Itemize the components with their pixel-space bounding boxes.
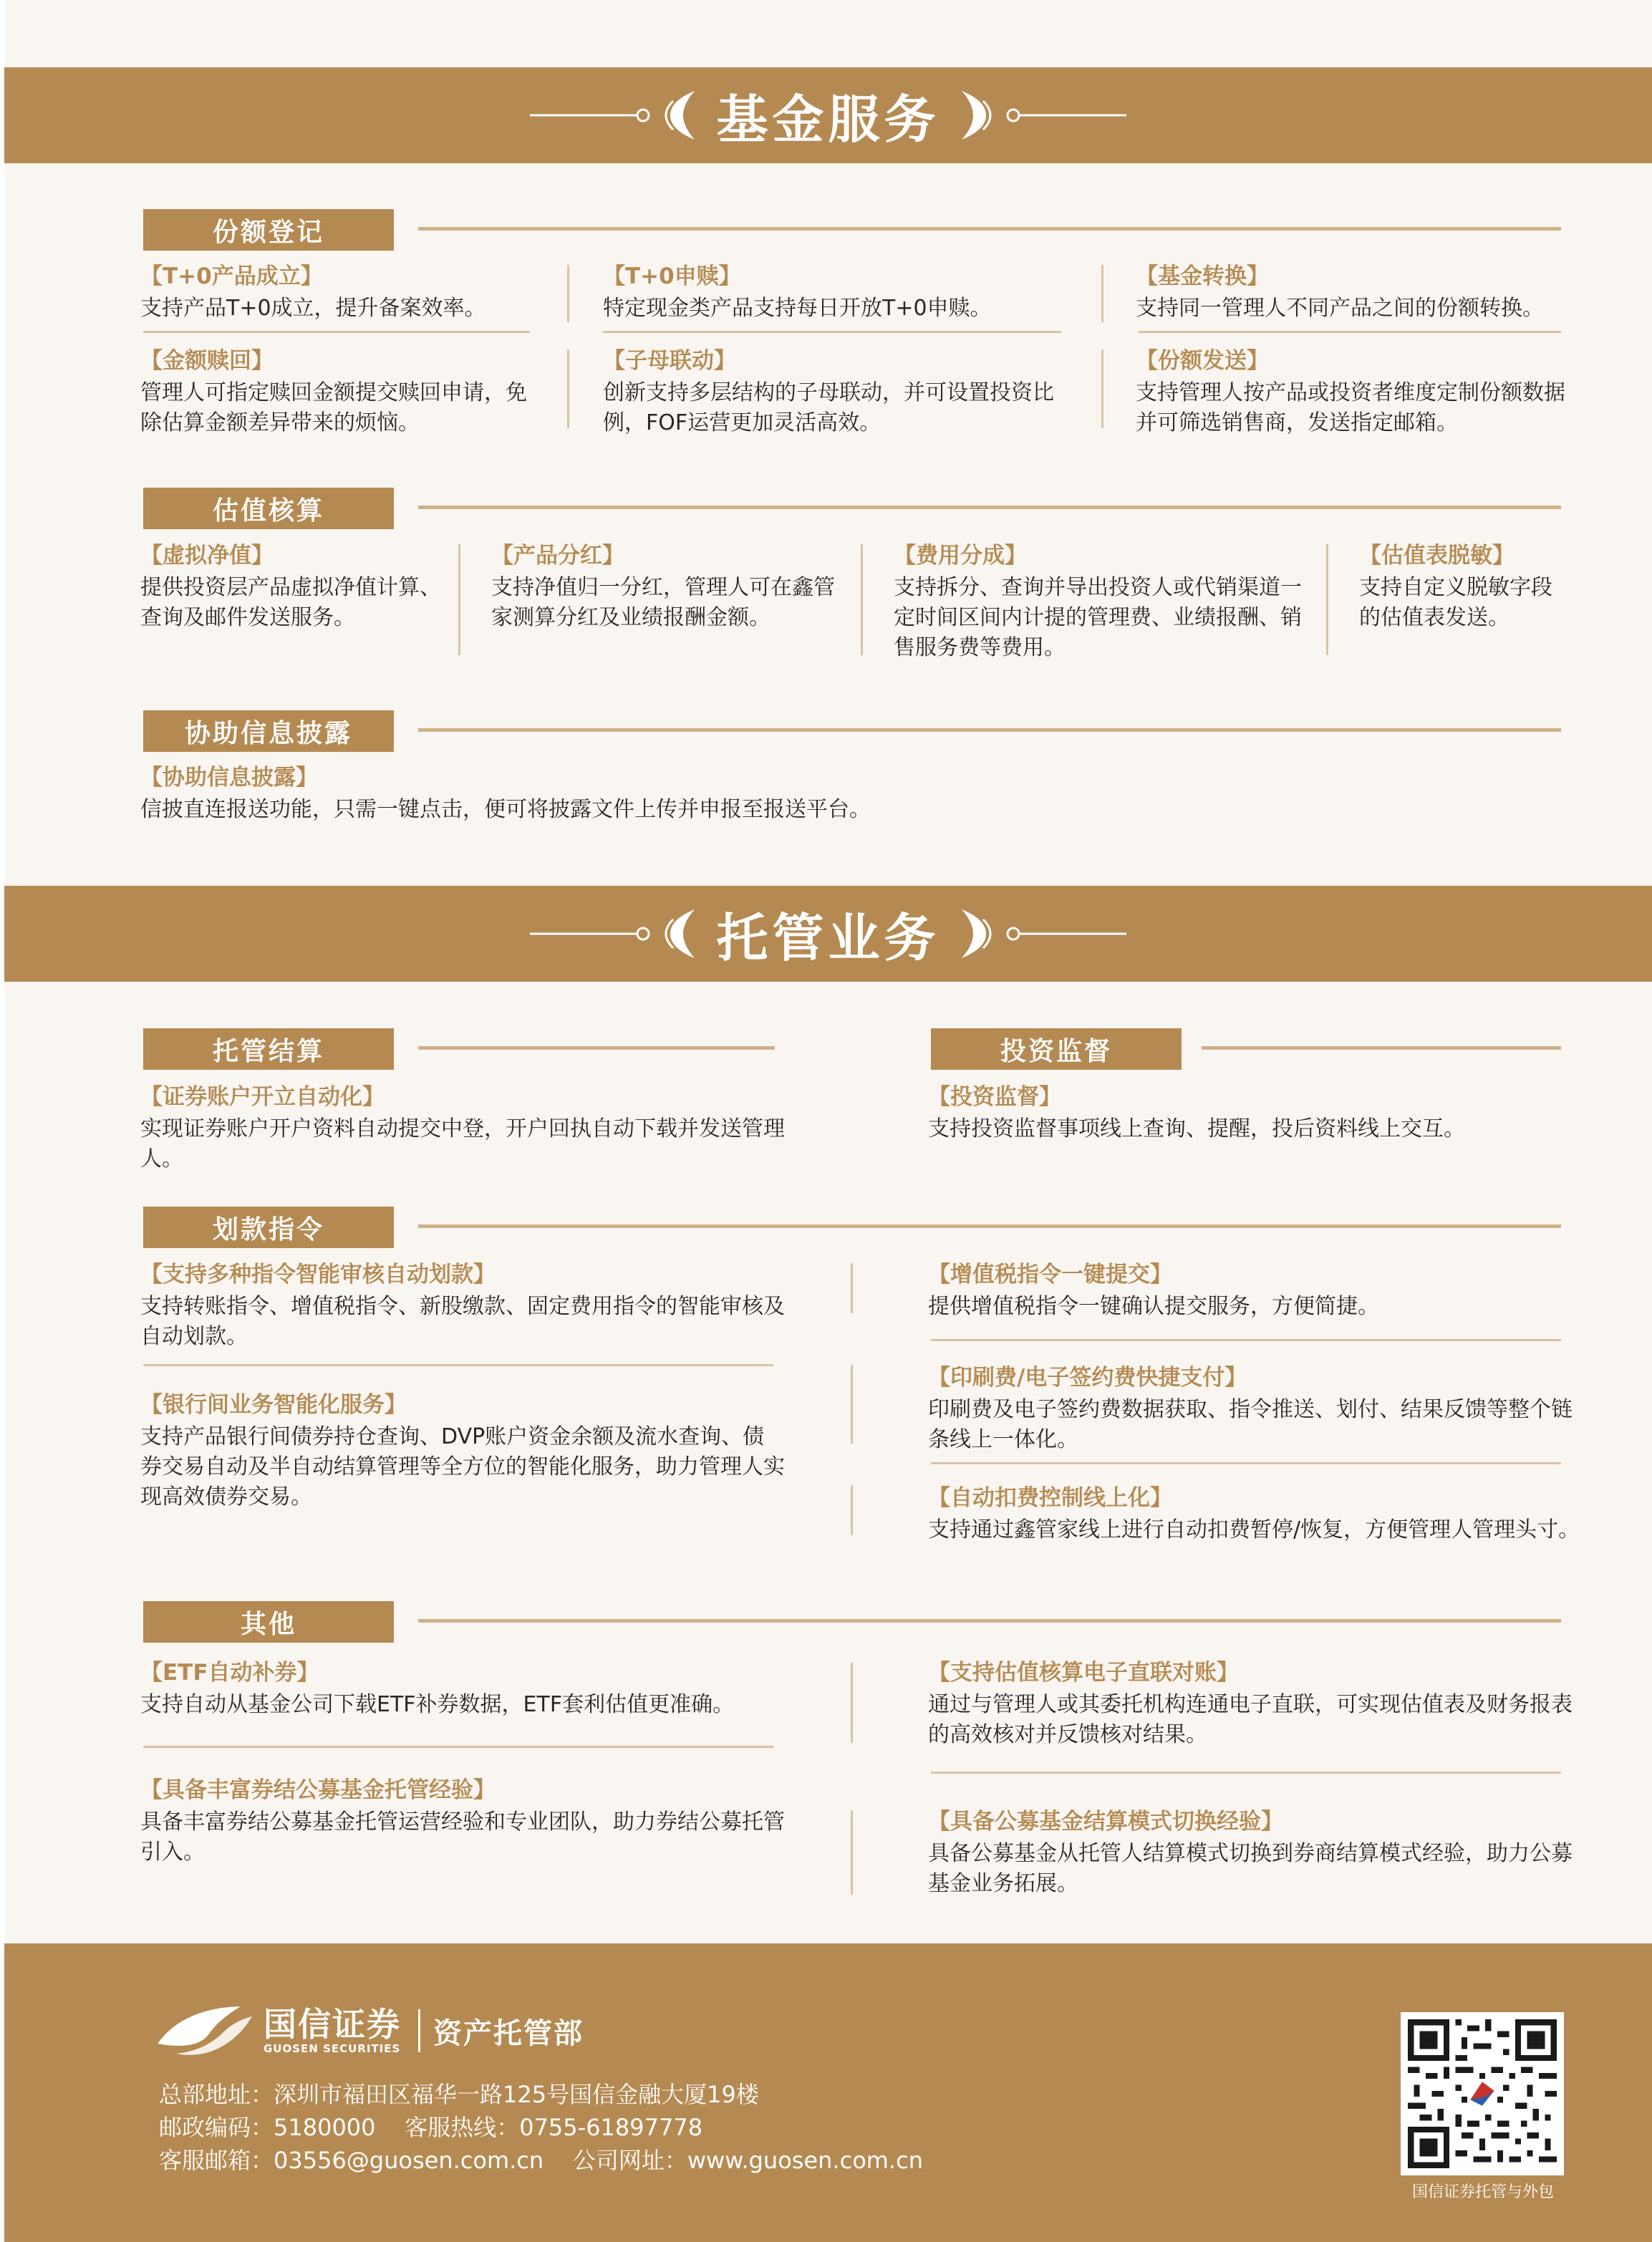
item-desc: 支持产品银行间债券持仓查询、DVP账户资金余额及流水查询、债券交易自动及半自动结算管理等全方位的智能化服务，助力管理人实现高效债券交易。 xyxy=(140,1424,785,1509)
item-securities-settlement-custody xyxy=(140,1776,785,1867)
item-title: 【T+0产品成立】 xyxy=(140,264,323,289)
section-divider xyxy=(1202,1046,1561,1050)
section-tag-transfer-instruction: 划款指令 xyxy=(143,1207,394,1248)
item-title: 【银行间业务智能化服务】 xyxy=(140,1392,407,1418)
qr-code-icon xyxy=(1401,2012,1564,2175)
item-desc: 提供投资层产品虚拟净值计算、查询及邮件发送服务。 xyxy=(140,575,441,630)
section-divider xyxy=(418,728,1561,732)
item-desc: 实现证券账户开户资料自动提交中登，开户回执自动下载并发送管理人。 xyxy=(140,1116,785,1171)
item-interbank-smart-service xyxy=(140,1391,785,1512)
section-divider xyxy=(418,1619,1561,1623)
item-parent-child-linkage xyxy=(603,347,1068,438)
item-title: 【虚拟净值】 xyxy=(140,543,274,569)
item-desc: 具备丰富券结公募基金托管运营经验和专业团队，助力券结公募托管引入。 xyxy=(140,1809,785,1865)
banner-title: 基金服务 xyxy=(716,90,940,150)
item-desc: 创新支持多层结构的子母联动，并可设置投资比例，FOF运营更加灵活高效。 xyxy=(603,380,1054,435)
item-fund-conversion xyxy=(1136,262,1565,324)
column-divider xyxy=(1101,265,1103,322)
logo-name-en: GUOSEN SECURITIES xyxy=(264,2042,401,2055)
item-title: 【支持多种指令智能审核自动划款】 xyxy=(140,1262,496,1287)
item-fee-sharing xyxy=(894,541,1302,663)
item-title: 【费用分成】 xyxy=(894,543,1027,569)
item-title: 【自动扣费控制线上化】 xyxy=(928,1485,1172,1511)
item-auto-fee-deduction xyxy=(928,1484,1601,1545)
item-title: 【增值税指令一键提交】 xyxy=(928,1262,1172,1287)
banner-title: 托管业务 xyxy=(716,908,940,968)
item-desc: 支持投资监督事项线上查询、提醒，投后资料线上交互。 xyxy=(928,1116,1465,1141)
column-divider xyxy=(851,1810,853,1895)
item-desc: 支持产品T+0成立，提升备案效率。 xyxy=(140,296,486,321)
item-vat-one-click xyxy=(928,1260,1573,1322)
item-etf-auto-supplement xyxy=(140,1658,785,1720)
section-tag-share-registration: 份额登记 xyxy=(143,209,394,251)
item-valuation-desensitize xyxy=(1359,541,1567,633)
item-desc: 提供增值税指令一键确认提交服务，方便简捷。 xyxy=(928,1294,1379,1319)
column-divider xyxy=(851,1365,853,1444)
section-divider xyxy=(418,506,1561,509)
section-divider xyxy=(418,1046,775,1050)
item-desc: 特定现金类产品支持每日开放T+0申赎。 xyxy=(603,296,992,321)
section-divider xyxy=(418,1224,1561,1228)
item-title: 【印刷费/电子签约费快捷支付】 xyxy=(928,1365,1247,1391)
item-title: 【T+0申赎】 xyxy=(603,264,741,289)
item-title: 【具备公募基金结算模式切换经验】 xyxy=(928,1809,1283,1835)
item-electronic-reconciliation xyxy=(928,1658,1573,1750)
item-smart-review-transfer xyxy=(140,1260,785,1352)
item-investment-supervision xyxy=(928,1083,1573,1144)
item-desc: 支持净值归一分红，管理人可在鑫管家测算分红及业绩报酬金额。 xyxy=(491,575,835,630)
column-divider xyxy=(567,265,569,322)
item-desc: 支持拆分、查询并导出投资人或代销渠道一定时间区间内计提的管理费、业绩报酬、销售服务费等费用。 xyxy=(894,575,1302,660)
item-t0-subscription xyxy=(603,262,1061,324)
item-title: 【产品分红】 xyxy=(491,543,624,569)
row-divider xyxy=(1139,331,1561,333)
column-divider xyxy=(861,544,863,655)
item-desc: 支持同一管理人不同产品之间的份额转换。 xyxy=(1136,296,1544,321)
item-t0-product-setup xyxy=(140,262,541,324)
item-desc: 支持通过鑫管家线上进行自动扣费暂停/恢复，方便管理人管理头寸。 xyxy=(928,1517,1580,1542)
item-desc: 支持转账指令、增值税指令、新股缴款、固定费用指令的智能审核及自动划款。 xyxy=(140,1294,785,1349)
section-tag-supervision: 投资监督 xyxy=(931,1028,1182,1070)
item-printing-fee-payment xyxy=(928,1363,1573,1455)
banner-ornament-left-icon xyxy=(530,905,702,962)
section-divider xyxy=(418,227,1561,231)
item-desc: 印刷费及电子签约费数据获取、指令推送、划付、结果反馈等整个链条线上一体化。 xyxy=(928,1397,1573,1452)
row-divider xyxy=(143,331,530,333)
column-divider xyxy=(458,544,460,655)
address-line: 总部地址：深圳市福田区福华一路125号国信金融大厦19楼 xyxy=(159,2081,759,2108)
company-logo xyxy=(155,2001,584,2061)
item-product-dividend xyxy=(491,541,842,633)
item-title: 【具备丰富券结公募基金托管经验】 xyxy=(140,1777,496,1803)
column-divider xyxy=(851,1663,853,1743)
banner-custody xyxy=(4,886,1652,982)
column-divider xyxy=(1101,349,1103,428)
column-divider xyxy=(1326,544,1328,655)
section-tag-disclosure: 协助信息披露 xyxy=(143,710,394,752)
footer xyxy=(4,1943,1652,2242)
row-divider xyxy=(931,1339,1561,1341)
item-desc: 通过与管理人或其委托机构连通电子直联，可实现估值表及财务报表的高效核对并反馈核对结果。 xyxy=(928,1692,1573,1747)
item-amount-redemption xyxy=(140,347,541,438)
item-title: 【金额赎回】 xyxy=(140,348,274,374)
item-title: 【证券账户开立自动化】 xyxy=(140,1084,385,1110)
guosen-logo-icon xyxy=(155,2001,255,2061)
department-name: 资产托管部 xyxy=(433,2016,584,2050)
row-divider xyxy=(603,331,1061,333)
item-title: 【协助信息披露】 xyxy=(140,765,318,791)
item-title: 【支持估值核算电子直联对账】 xyxy=(928,1660,1239,1686)
item-desc: 支持自定义脱敏字段的估值表发送。 xyxy=(1359,575,1552,630)
banner-ornament-left-icon xyxy=(530,87,702,144)
item-desc: 支持管理人按产品或投资者维度定制份额数据并可筛选销售商，发送指定邮箱。 xyxy=(1136,380,1565,435)
logo-name-cn: 国信证券 xyxy=(264,2005,401,2044)
item-desc: 支持自动从基金公司下载ETF补券数据，ETF套利估值更准确。 xyxy=(140,1692,735,1717)
item-title: 【份额发送】 xyxy=(1136,348,1269,374)
email-website-line: 客服邮箱：03556@guosen.com.cn 公司网址：www.guosen.com.cn xyxy=(159,2147,923,2174)
column-divider xyxy=(851,1263,853,1313)
item-disclosure xyxy=(140,763,1286,825)
postcode-hotline-line: 邮政编码：5180000 客服热线：0755-61897778 xyxy=(159,2114,703,2141)
item-title: 【估值表脱敏】 xyxy=(1359,543,1515,569)
column-divider xyxy=(567,349,569,428)
section-tag-valuation: 估值核算 xyxy=(143,488,394,529)
item-settlement-mode-switch xyxy=(928,1807,1573,1899)
banner-fund-service xyxy=(4,67,1652,163)
item-title: 【基金转换】 xyxy=(1136,264,1269,289)
banner-ornament-right-icon xyxy=(955,87,1126,144)
item-title: 【投资监督】 xyxy=(928,1084,1061,1110)
row-divider xyxy=(143,1364,773,1366)
row-divider xyxy=(931,1772,1561,1774)
item-share-delivery xyxy=(1136,347,1565,438)
item-title: 【子母联动】 xyxy=(603,348,736,374)
banner-ornament-right-icon xyxy=(955,905,1126,962)
item-account-opening-automation xyxy=(140,1083,785,1174)
row-divider xyxy=(931,1462,1561,1464)
item-desc: 具备公募基金从托管人结算模式切换到券商结算模式经验，助力公募基金业务拓展。 xyxy=(928,1841,1573,1896)
row-divider xyxy=(143,1746,773,1748)
item-desc: 信披直连报送功能，只需一键点击，便可将披露文件上传并申报至报送平台。 xyxy=(140,797,871,822)
section-tag-settlement: 托管结算 xyxy=(143,1028,394,1070)
qr-code-caption: 国信证券托管与外包 xyxy=(1411,2183,1554,2201)
item-virtual-nav xyxy=(140,541,441,633)
logo-separator xyxy=(418,2009,420,2052)
column-divider xyxy=(851,1485,853,1535)
item-title: 【ETF自动补券】 xyxy=(140,1660,319,1686)
section-tag-other: 其他 xyxy=(143,1601,394,1643)
item-desc: 管理人可指定赎回金额提交赎回申请，免除估算金额差异带来的烦恼。 xyxy=(140,380,527,435)
